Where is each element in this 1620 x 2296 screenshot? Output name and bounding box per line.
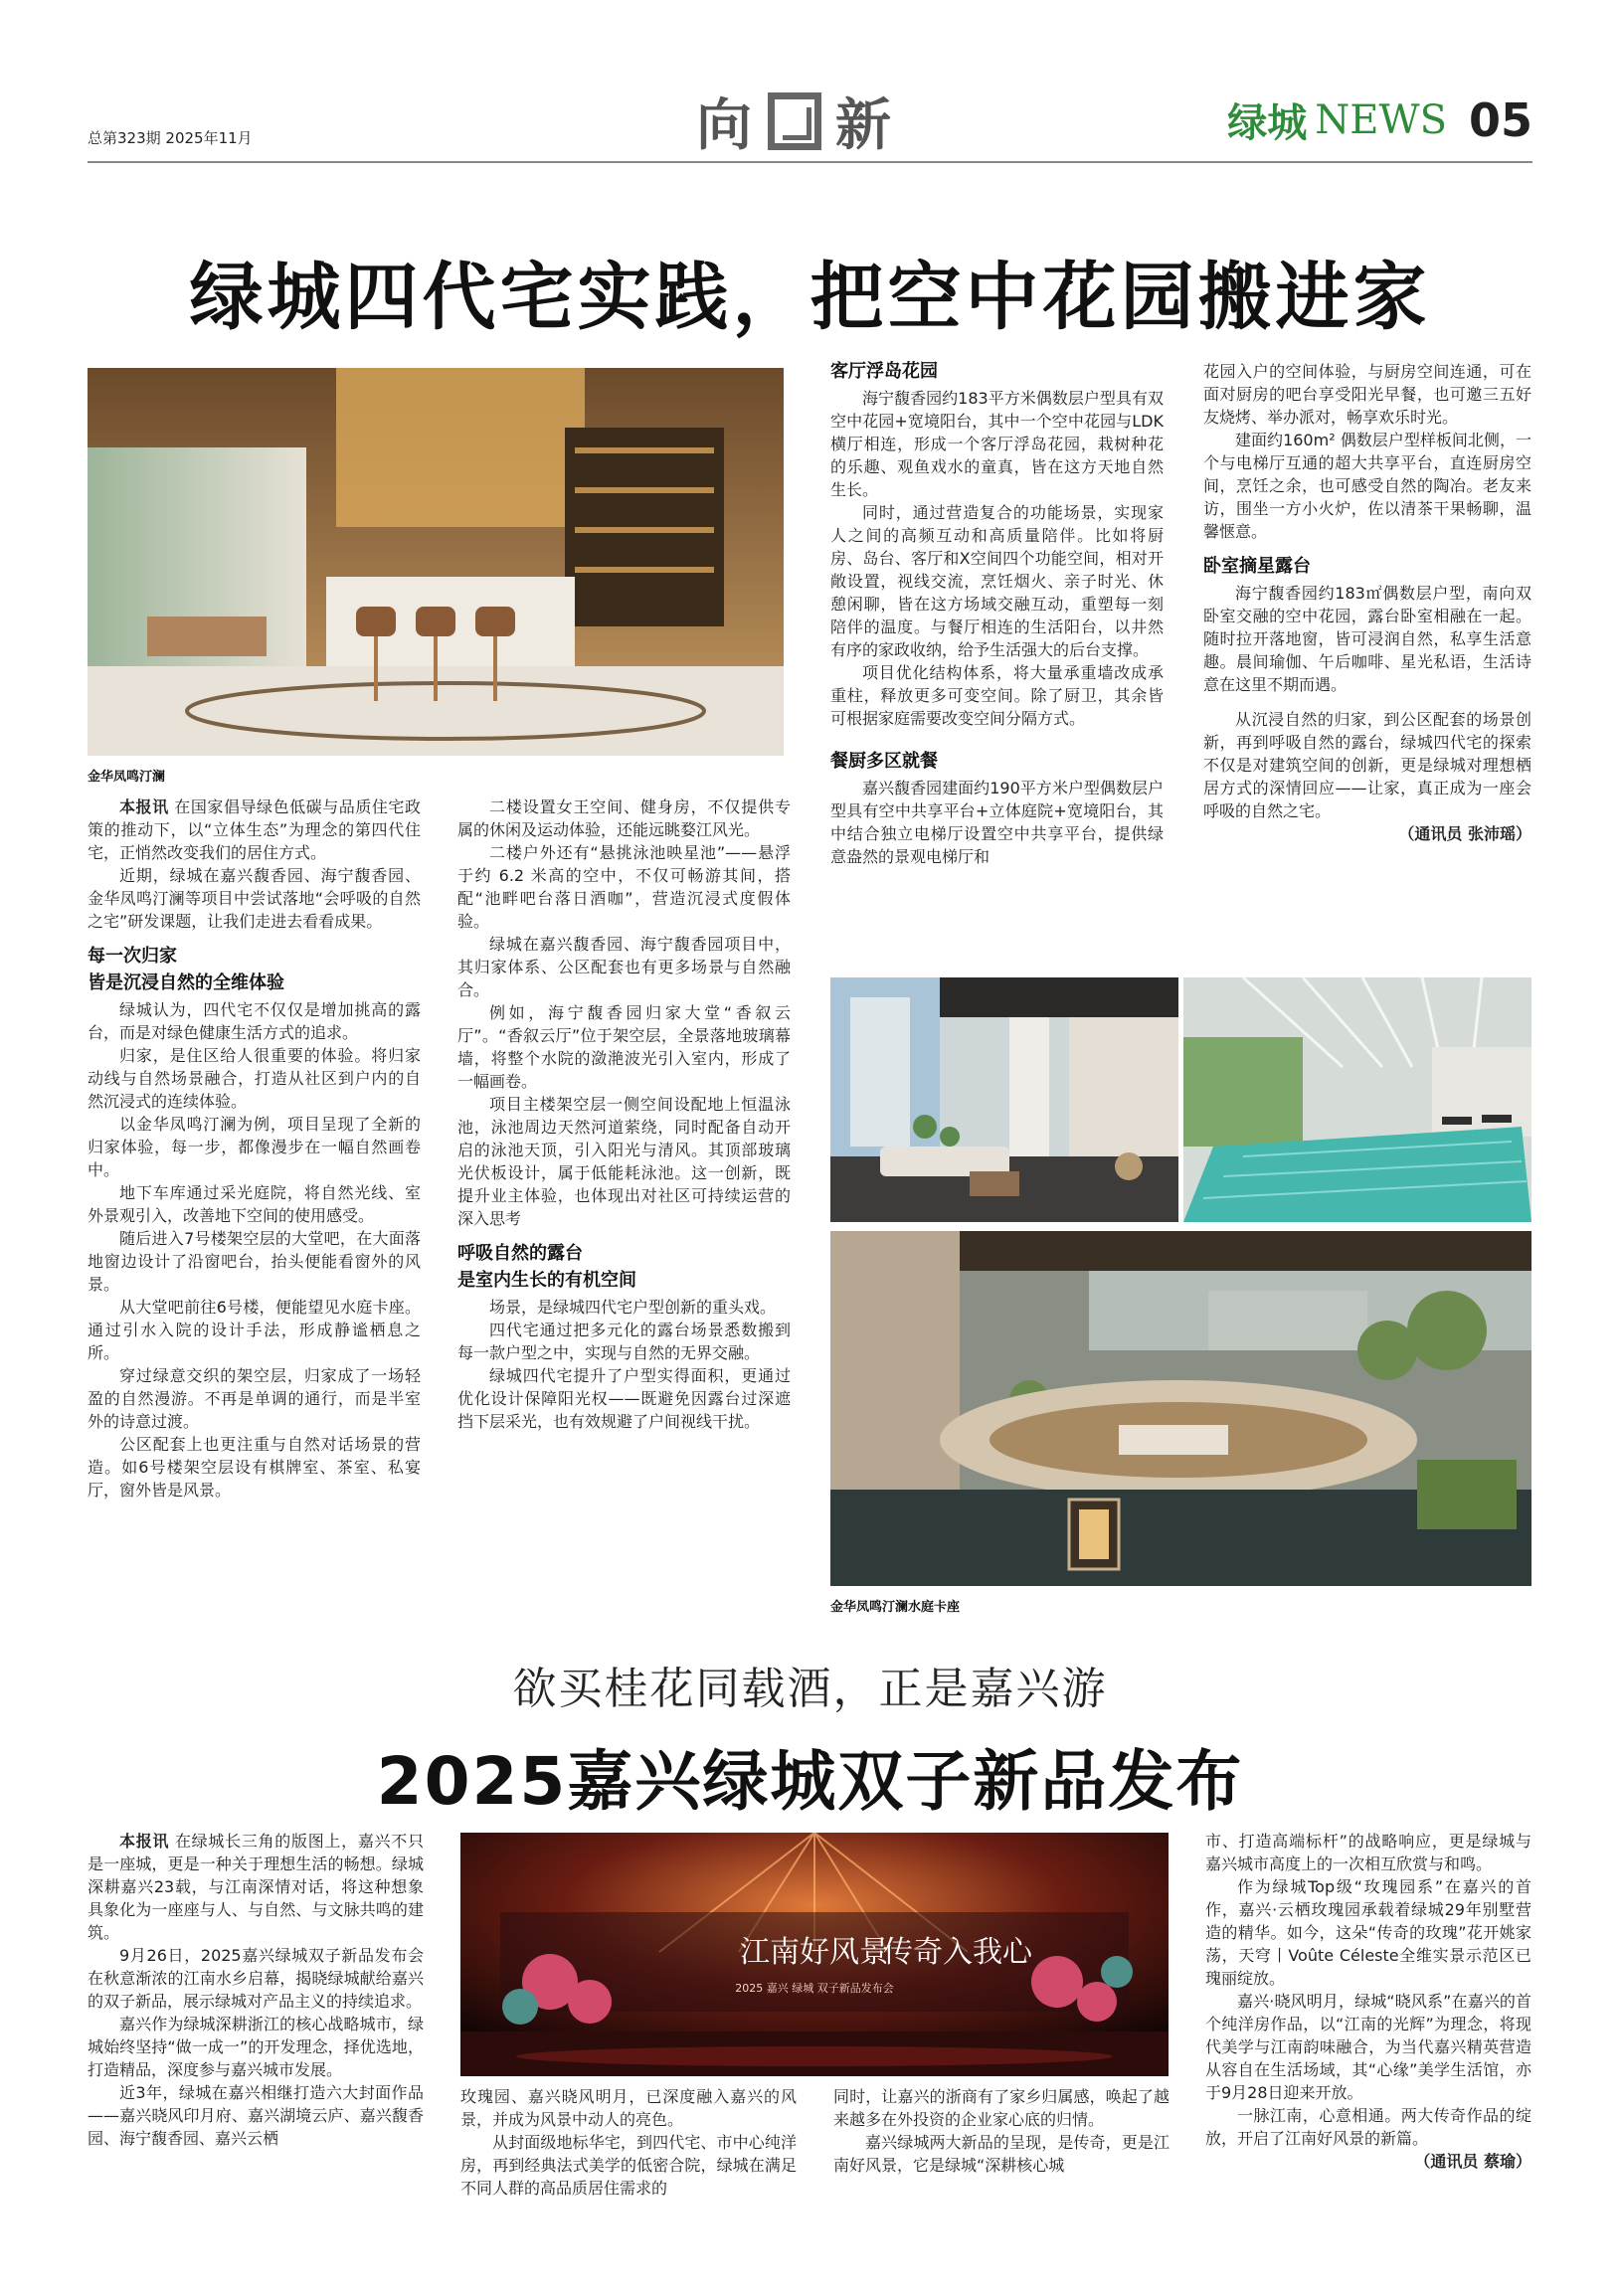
paragraph: 市、打造高端标杆”的战略响应，更是绿城与嘉兴城市高度上的一次相互欣赏与和鸣。 xyxy=(1205,1832,1531,1873)
page-number: 05 xyxy=(1468,92,1532,147)
reporter: （通讯员 蔡瑜） xyxy=(1414,2152,1531,2171)
stage-event-name: 2025 嘉兴 绿城 双子新品发布会 xyxy=(735,1982,894,1995)
paragraph: 绿城在嘉兴馥香园、海宁馥香园项目中，其归家体系、公区配套也有更多场景与自然融合。 xyxy=(457,935,791,999)
caption-photo1: 金华凤鸣汀澜 xyxy=(88,770,166,785)
paragraph: 四代宅通过把多元化的露台场景悉数搬到每一款户型之中，实现与自然的无界交融。 xyxy=(457,1321,791,1362)
paragraph: 嘉兴·晓风明月，绿城“晓风系”在嘉兴的首个纯洋房作品，以“江南的光辉”为理念，将现代美学与江南韵味融合，为当代嘉兴精英营造从容自在生活场域，其“心缘”美学生活馆，亦于9月28日迎来开放。 xyxy=(1205,1992,1531,2102)
paragraph: 一脉江南，心意相通。两大传奇作品的绽放，开启了江南好风景的新篇。 xyxy=(1205,2106,1531,2148)
paragraph: 从大堂吧前往6号楼，便能望见水庭卡座。通过引水入院的设计手法，形成静谧栖息之所。 xyxy=(88,1298,421,1362)
paragraph: 建面约160m² 偶数层户型样板间北侧，一个与电梯厅互通的超大共享平台，直连厨房空间，烹饪之余，也可感受自然的陶冶。老友来访，围坐一方小火炉，佐以清茶干果畅聊，温馨惬意。 xyxy=(1203,431,1531,541)
article2-col4 xyxy=(1205,1830,1531,2173)
section-heading: 餐厨多区就餐 xyxy=(830,751,938,772)
paragraph: 在国家倡导绿色低碳与品质住宅政策的推动下，以“立体生态”为理念的第四代住宅，正悄然改变我们的居住方式。 xyxy=(88,797,421,862)
paragraph: 玫瑰园、嘉兴晓风明月，已深度融入嘉兴的风景，并成为风景中动人的亮色。 xyxy=(460,2087,797,2129)
section-subheading: 皆是沉浸自然的全维体验 xyxy=(88,972,284,993)
paragraph: 近3年，绿城在嘉兴相继打造六大封面作品——嘉兴晓风印月府、嘉兴湖境云庐、嘉兴馥香园、海宁馥香园、嘉兴云栖 xyxy=(88,2083,424,2148)
article2-col1 xyxy=(88,1830,424,2150)
section-heading: 呼吸自然的露台 xyxy=(457,1243,583,1264)
paragraph: 同时，让嘉兴的浙商有了家乡归属感，唤起了越来越多在外投资的企业家心底的归情。 xyxy=(833,2087,1170,2129)
section-heading: 卧室摘星露台 xyxy=(1203,556,1311,577)
paragraph: 从封面级地标华宅，到四代宅、市中心纯洋房，再到经典法式美学的低密合院，绿城在满足不同人群的高品质居住需求的 xyxy=(460,2133,797,2198)
section-char-2: 新 xyxy=(835,93,893,158)
paragraph: 嘉兴作为绿城深耕浙江的核心战略城市，绿城始终坚持“做一成一”的开发理念，择优选地，打造精品，深度参与嘉兴城市发展。 xyxy=(88,2015,424,2079)
paragraph: 作为绿城Top级“玫瑰园系”在嘉兴的首作，嘉兴·云栖玫瑰园承载着绿城29年别墅营造的精华。如今，这朵“传奇的玫瑰”花开姚家荡，天穹丨Voûte Céleste全维实景示范区已瑰丽绽放。 xyxy=(1205,1877,1531,1988)
article2-headline: 2025嘉兴绿城双子新品发布 xyxy=(376,1743,1244,1820)
paragraph: 项目优化结构体系，将大量承重墙改成承重柱，释放更多可变空间。除了厨卫，其余皆可根据家庭需要改变空间分隔方式。 xyxy=(830,663,1164,728)
paragraph: 近期，绿城在嘉兴馥香园、海宁馥香园、金华凤鸣汀澜等项目中尝试落地“会呼吸的自然之宅”研发课题，让我们走进去看看成果。 xyxy=(88,866,421,931)
photo-water-courtyard xyxy=(830,1231,1531,1586)
paragraph: 公区配套上也更注重与自然对话场景的营造。如6号楼架空层设有棋牌室、茶室、私宴厅，窗外皆是风景。 xyxy=(88,1435,421,1500)
reporter: （通讯员 张沛瑶） xyxy=(1398,824,1531,843)
paragraph: 二楼设置女王空间、健身房，不仅提供专属的休闲及运动体验，还能远眺婺江风光。 xyxy=(457,797,791,839)
paragraph: 例如，海宁馥香园归家大堂“香叙云厅”。“香叙云厅”位于架空层，全景落地玻璃幕墙，将整个水院的潋滟波光引入室内，形成了一幅画卷。 xyxy=(457,1003,791,1091)
paragraph: 花园入户的空间体验，与厨房空间连通，可在面对厨房的吧台享受阳光早餐，也可邀三五好友烧烤、举办派对，畅享欢乐时光。 xyxy=(1203,362,1531,427)
paragraph: 穿过绿意交织的架空层，归家成了一场轻盈的自然漫游。不再是单调的通行，而是半室外的诗意过渡。 xyxy=(88,1366,421,1431)
paragraph: 绿城认为，四代宅不仅仅是增加挑高的露台，而是对绿色健康生活方式的追求。 xyxy=(88,1000,421,1042)
article1-col2 xyxy=(457,795,791,1433)
photo-lobby xyxy=(830,977,1178,1222)
article1-col1 xyxy=(88,795,421,1501)
paragraph: 嘉兴馥香园建面约190平方米户型偶数层户型具有空中共享平台+立体庭院+宽境阳台，其中结合独立电梯厅设置空中共享平台，提供绿意盎然的景观电梯厅和 xyxy=(830,779,1164,866)
article1-col4 xyxy=(1203,360,1531,845)
paragraph: 9月26日，2025嘉兴绿城双子新品发布会在秋意渐浓的江南水乡启幕，揭晓绿城献给嘉兴的双子新品，展示绿城对产品主义的持续追求。 xyxy=(88,1946,424,2011)
paragraph: 随后进入7号楼架空层的大堂吧，在大面落地窗边设计了沿窗吧台，抬头便能看窗外的风景。 xyxy=(88,1229,421,1294)
paragraph: 项目主楼架空层一侧空间设配地上恒温泳池，泳池周边天然河道萦绕，同时配备自动开启的泳池天顶，引入阳光与清风。其顶部玻璃光伏板设计，属于低能耗泳池。这一创新，既提升业主体验，也体现出对社区可持续运营的深入思考 xyxy=(457,1095,791,1228)
article2-subhead: 欲买桂花同载酒，正是嘉兴游 xyxy=(512,1664,1108,1714)
section-heading: 每一次归家 xyxy=(88,946,177,967)
stage-slogan: 江南好风景 xyxy=(740,1935,889,1970)
article1-headline: 绿城四代宅实践，把空中花园搬进家 xyxy=(189,255,1431,340)
photo-bar-interior xyxy=(88,368,784,756)
section-title xyxy=(696,82,893,161)
paragraph: 场景，是绿城四代宅户型创新的重头戏。 xyxy=(489,1298,777,1317)
paragraph: 以金华凤鸣汀澜为例，项目呈现了全新的归家体验，每一步，都像漫步在一幅自然画卷中。 xyxy=(88,1115,421,1179)
section-logo-icon xyxy=(768,92,821,150)
paragraph: 二楼户外还有“悬挑泳池映星池”——悬浮于约 6.2 米高的空中，不仅可畅游其间，搭配“池畔吧台落日酒咖”，营造沉浸式度假体验。 xyxy=(457,843,791,931)
section-char-1: 向 xyxy=(696,93,754,158)
article2-col3 xyxy=(833,2085,1170,2177)
paragraph: 从沉浸自然的归家，到公区配套的场景创新，再到呼吸自然的露台，绿城四代宅的探索不仅是对建筑空间的创新，更是绿城对理想栖居方式的深情回应——让家，真正成为一座会呼吸的自然之宅。 xyxy=(1203,710,1531,820)
photo-launch-stage xyxy=(460,1833,1169,2076)
paragraph: 同时，通过营造复合的功能场景，实现家人之间的高频互动和高质量陪伴。比如将厨房、岛台、客厅和X空间四个功能空间，相对开敞设置，视线交流，烹饪烟火、亲子时光、休憩闲聊，皆在这方场域交融互动，重塑每一刻陪伴的温度。与餐厅相连的生活阳台，以井然有序的家政收纳，给予生活强大的后台支撑。 xyxy=(830,503,1164,659)
brand-block xyxy=(1227,91,1532,148)
section-subheading: 是室内生长的有机空间 xyxy=(457,1270,636,1291)
lead-tag: 本报讯 xyxy=(119,797,169,816)
article1-col3 xyxy=(830,360,1164,868)
lead-tag: 本报讯 xyxy=(119,1832,170,1851)
photo-pool xyxy=(1183,977,1531,1222)
paragraph: 绿城四代宅提升了户型实得面积，更通过优化设计保障阳光权——既避免因露台过深遮挡下层采光，也有效规避了户间视线干扰。 xyxy=(457,1366,791,1431)
brand-news: NEWS xyxy=(1315,96,1447,143)
masthead-divider xyxy=(88,161,1532,163)
paragraph: 地下车库通过采光庭院，将自然光线、室外景观引入，改善地下空间的使用感受。 xyxy=(88,1183,421,1225)
caption-photo3: 金华凤鸣汀澜水庭卡座 xyxy=(830,1600,961,1615)
article2-col2 xyxy=(460,2085,797,2200)
paragraph: 归家，是住区给人很重要的体验。将归家动线与自然场景融合，打造从社区到户内的自然沉浸式的连续体验。 xyxy=(88,1046,421,1111)
paragraph: 海宁馥香园约183平方米偶数层户型具有双空中花园+宽境阳台，其中一个空中花园与LDK横厅相连，形成一个客厅浮岛花园，栽树种花的乐趣、观鱼戏水的童真，皆在这方天地自然生长。 xyxy=(830,389,1164,499)
paragraph: 嘉兴绿城两大新品的呈现，是传奇，更是江南好风景，它是绿城“深耕核心城 xyxy=(833,2133,1170,2175)
brand-name: 绿城 xyxy=(1227,100,1308,146)
paragraph: 海宁馥香园约183㎡偶数层户型，南向双卧室交融的空中花园，露台卧室相融在一起。随时拉开落地窗，皆可浸润自然，私享生活意趣。晨间瑜伽、午后咖啡、星光私语，生活诗意在这里不期而遇。 xyxy=(1203,584,1531,694)
paragraph: 在绿城长三角的版图上，嘉兴不只是一座城，更是一种关于理想生活的畅想。绿城深耕嘉兴23载，与江南深情对话，将这种想象具象化为一座座与人、与自然、与文脉共鸣的建筑。 xyxy=(88,1832,424,1942)
stage-slogan-2: 传奇入我心 xyxy=(883,1935,1032,1970)
issue-info: 总第323期 2025年11月 xyxy=(88,129,253,147)
section-heading: 客厅浮岛花园 xyxy=(830,361,938,382)
